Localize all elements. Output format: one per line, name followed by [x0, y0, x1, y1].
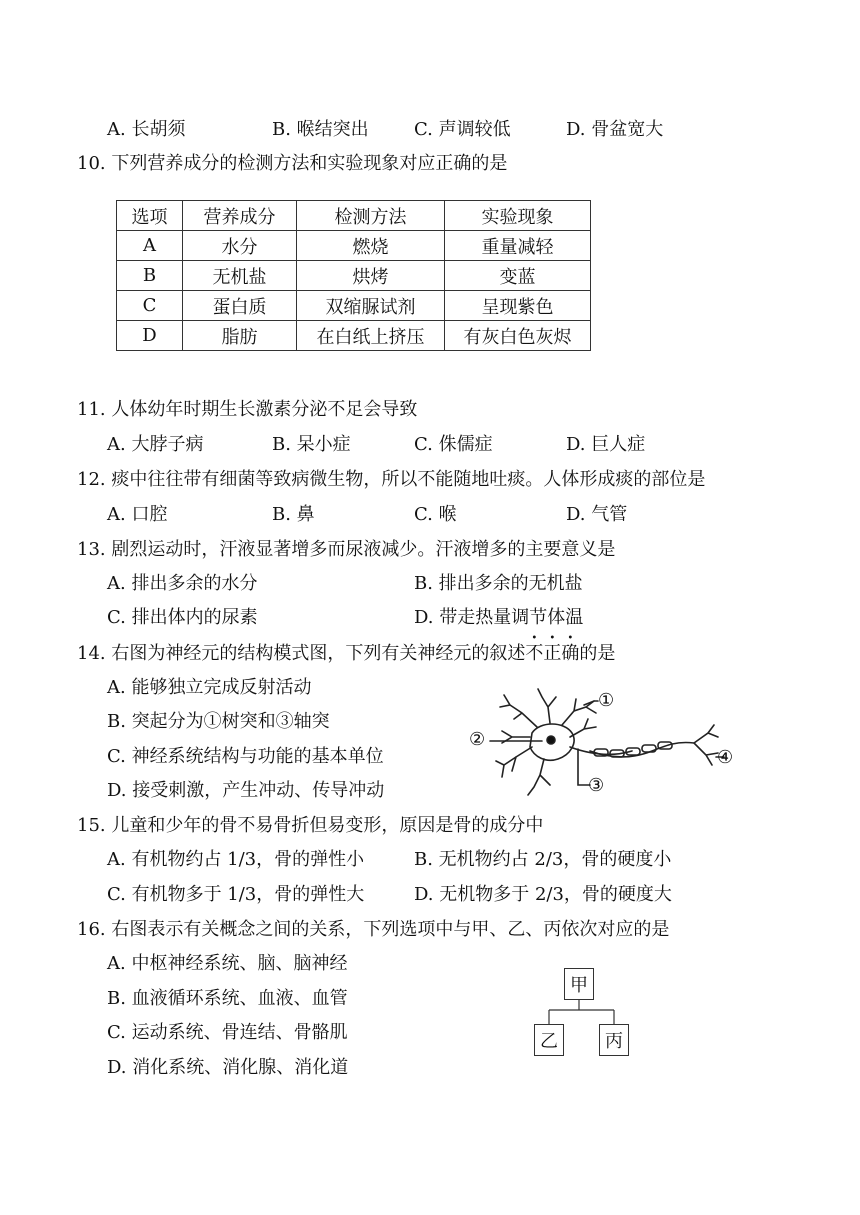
table-cell: 无机盐 [183, 261, 297, 291]
q15-option-c: C. 有机物多于 1/3，骨的弹性大 [107, 884, 365, 905]
q9-option-d: D. 骨盆宽大 [566, 119, 664, 140]
q12-stem: 12. 痰中往往带有细菌等致病微生物，所以不能随地吐痰。人体形成痰的部位是 [77, 469, 706, 490]
q13-option-a: A. 排出多余的水分 [107, 573, 258, 594]
table-header-row [117, 201, 591, 231]
concept-box-top: 甲 [564, 968, 594, 1000]
table-header-cell: 实验现象 [445, 201, 591, 231]
q15-option-a: A. 有机物约占 1/3，骨的弹性小 [107, 849, 365, 870]
label-1-icon: ① [598, 690, 615, 711]
concept-box-left: 乙 [534, 1024, 564, 1056]
q14-option-c: C. 神经系统结构与功能的基本单位 [107, 746, 384, 767]
table-cell: 在白纸上挤压 [297, 321, 445, 351]
table-cell: 有灰白色灰烬 [445, 321, 591, 351]
q14-option-b: B. 突起分为①树突和③轴突 [107, 711, 330, 732]
table-cell: 蛋白质 [183, 291, 297, 321]
table-cell: 燃烧 [297, 231, 445, 261]
q16-option-c: C. 运动系统、骨连结、骨骼肌 [107, 1022, 348, 1043]
q16-stem: 16. 右图表示有关概念之间的关系，下列选项中与甲、乙、丙依次对应的是 [77, 919, 670, 940]
emphasis-char: 正 [543, 643, 562, 664]
q15-option-b: B. 无机物约占 2/3，骨的硬度小 [414, 849, 672, 870]
q13-option-d: D. 带走热量调节体温 [414, 607, 584, 628]
q11-option-d: D. 巨人症 [566, 434, 646, 455]
q14-stem-prefix: 14. 右图为神经元的结构模式图，下列有关神经元的叙述 [77, 643, 526, 664]
q12-option-b: B. 鼻 [272, 504, 315, 525]
q12-option-a: A. 口腔 [107, 504, 168, 525]
q15-option-d: D. 无机物多于 2/3，骨的硬度大 [414, 884, 672, 905]
table-cell: 烘烤 [297, 261, 445, 291]
q9-option-c: C. 声调较低 [414, 119, 511, 140]
table-row [117, 261, 591, 291]
q16-option-b: B. 血液循环系统、血液、血管 [107, 988, 348, 1009]
table-cell: B [117, 261, 183, 291]
q9-option-a: A. 长胡须 [107, 119, 186, 140]
q13-option-b: B. 排出多余的无机盐 [414, 573, 583, 594]
emphasis-char: 确 [561, 643, 580, 664]
table-row [117, 231, 591, 261]
q14-stem-suffix: 的是 [579, 643, 616, 664]
table-cell: A [117, 231, 183, 261]
table-cell: 水分 [183, 231, 297, 261]
table-header-cell: 选项 [117, 201, 183, 231]
q12-option-d: D. 气管 [566, 504, 628, 525]
q11-option-a: A. 大脖子病 [107, 434, 204, 455]
q13-stem: 13. 剧烈运动时，汗液显著增多而尿液减少。汗液增多的主要意义是 [77, 539, 616, 560]
q11-stem: 11. 人体幼年时期生长激素分泌不足会导致 [77, 399, 418, 420]
table-row [117, 291, 591, 321]
table-cell: 脂肪 [183, 321, 297, 351]
table-row [117, 321, 591, 351]
q14-stem [77, 642, 615, 666]
q14-option-a: A. 能够独立完成反射活动 [107, 677, 312, 698]
label-4-icon: ④ [717, 747, 734, 768]
table-header-cell: 检测方法 [297, 201, 445, 231]
table-cell: 呈现紫色 [445, 291, 591, 321]
q12-option-c: C. 喉 [414, 504, 457, 525]
q11-option-c: C. 侏儒症 [414, 434, 493, 455]
table-header-cell: 营养成分 [183, 201, 297, 231]
label-3-icon: ③ [588, 775, 605, 796]
q14-option-d: D. 接受刺激，产生冲动、传导冲动 [107, 780, 385, 801]
table-cell: 变蓝 [445, 261, 591, 291]
q13-option-c: C. 排出体内的尿素 [107, 607, 258, 628]
concept-box-right: 丙 [599, 1024, 629, 1056]
nutrition-table [116, 200, 591, 351]
table-cell: C [117, 291, 183, 321]
q16-option-a: A. 中枢神经系统、脑、脑神经 [107, 953, 348, 974]
label-2-icon: ② [469, 729, 486, 750]
q11-option-b: B. 呆小症 [272, 434, 351, 455]
table-cell: 双缩脲试剂 [297, 291, 445, 321]
q9-option-b: B. 喉结突出 [272, 119, 369, 140]
table-cell: 重量减轻 [445, 231, 591, 261]
q16-option-d: D. 消化系统、消化腺、消化道 [107, 1057, 349, 1078]
emphasis-char: 不 [525, 643, 544, 664]
q15-stem: 15. 儿童和少年的骨不易骨折但易变形，原因是骨的成分中 [77, 815, 544, 836]
q10-stem: 10. 下列营养成分的检测方法和实验现象对应正确的是 [77, 153, 508, 174]
table-cell: D [117, 321, 183, 351]
